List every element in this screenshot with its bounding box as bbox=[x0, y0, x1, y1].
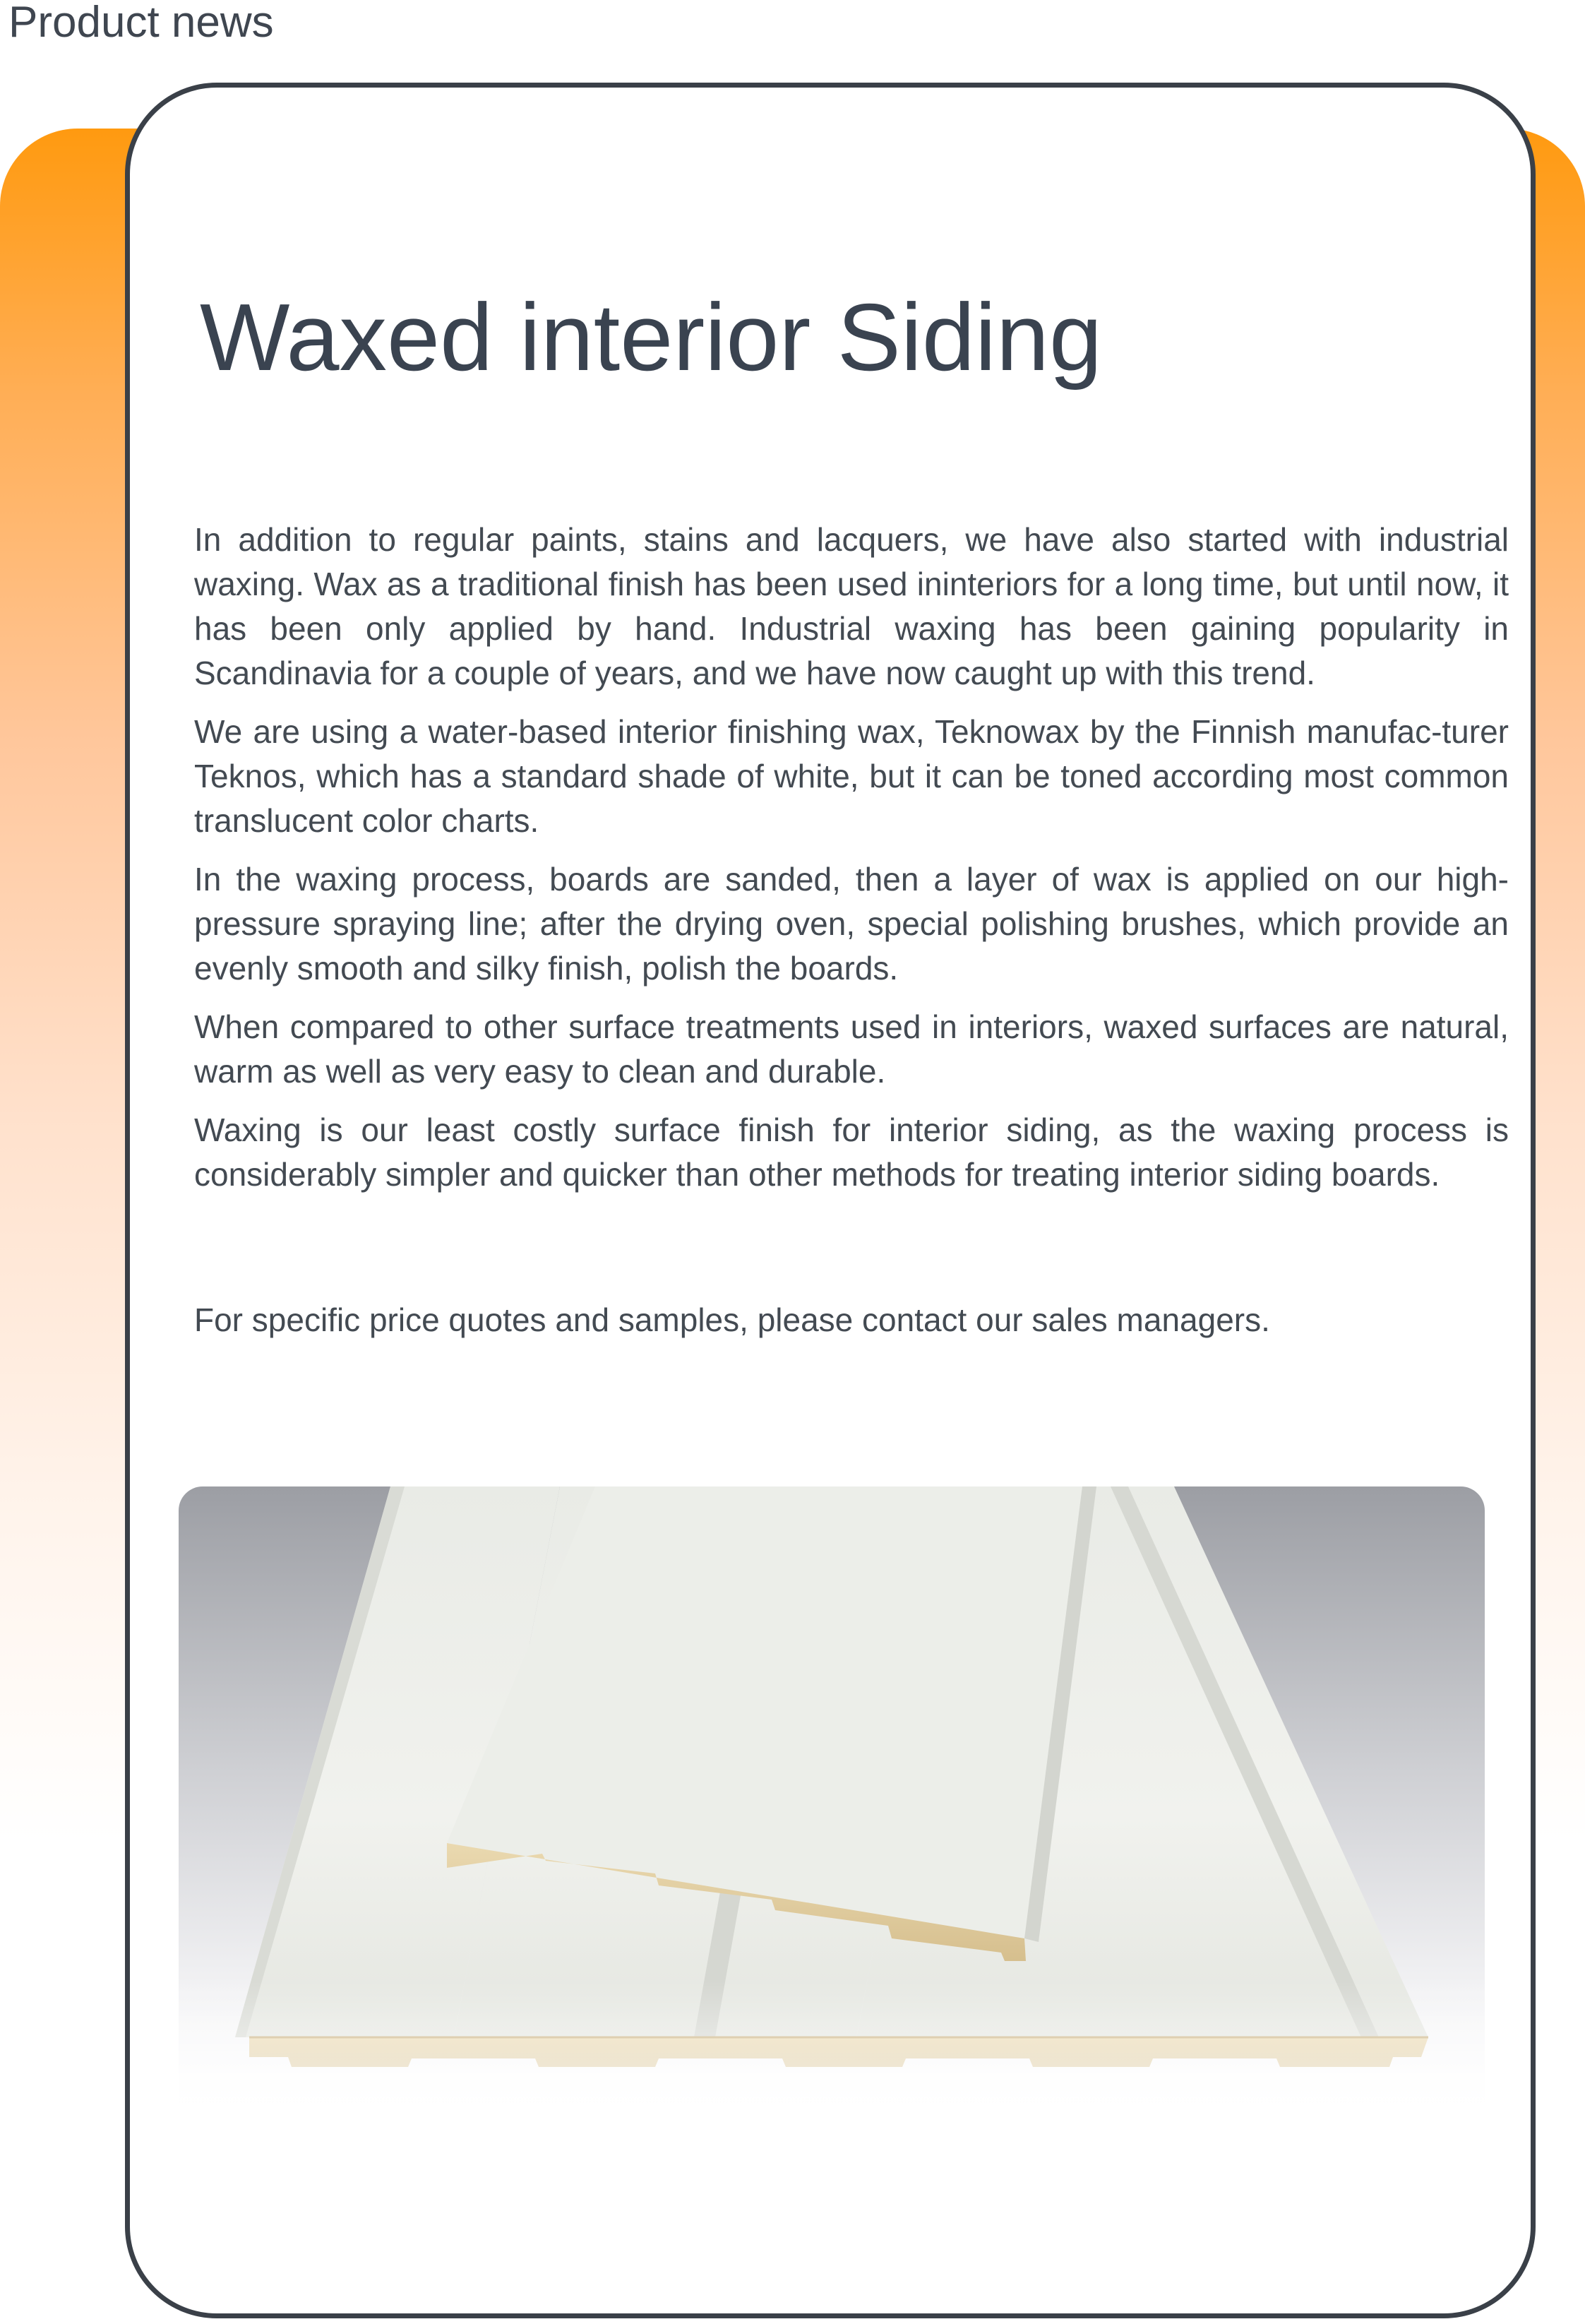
paragraph-wax-product: We are using a water-based interior finishing wax, Teknowax by the Finnish manufac-turer Teknos, which has a standard shade of white, but it can be toned according most common translucent color charts. bbox=[194, 713, 1509, 839]
article-title: Waxed interior Siding bbox=[200, 284, 1103, 391]
paragraph-intro: In addition to regular paints, stains and lacquers, we have also started with industrial waxing. Wax as a traditional finish has been used ininteriors for a long time, but until now, it has been only applied by hand. Industrial waxing has been gaining popularity in Scandinavia for a couple of years, and we have now caught up with this trend. bbox=[194, 521, 1509, 691]
paragraph-cost: Waxing is our least costly surface finish for interior siding, as the waxing process is considerably simpler and quicker than other methods for treating interior siding boards. bbox=[194, 1112, 1509, 1193]
paragraph-comparison: When compared to other surface treatments used in interiors, waxed surfaces are natural, warm as well as very easy to clean and durable. bbox=[194, 1008, 1509, 1090]
article-body bbox=[194, 518, 1509, 1357]
contact-note: For specific price quotes and samples, please contact our sales managers. bbox=[194, 1301, 1270, 1338]
waxed-siding-boards-photo-icon bbox=[179, 1486, 1485, 2122]
siding-photo bbox=[179, 1486, 1485, 2122]
section-label: Product news bbox=[8, 0, 274, 47]
paragraph-process: In the waxing process, boards are sanded, then a layer of wax is applied on our high-pressure spraying line; after the drying oven, special polishing brushes, which provide an evenly smooth and silky finish, polish the boards. bbox=[194, 861, 1509, 987]
